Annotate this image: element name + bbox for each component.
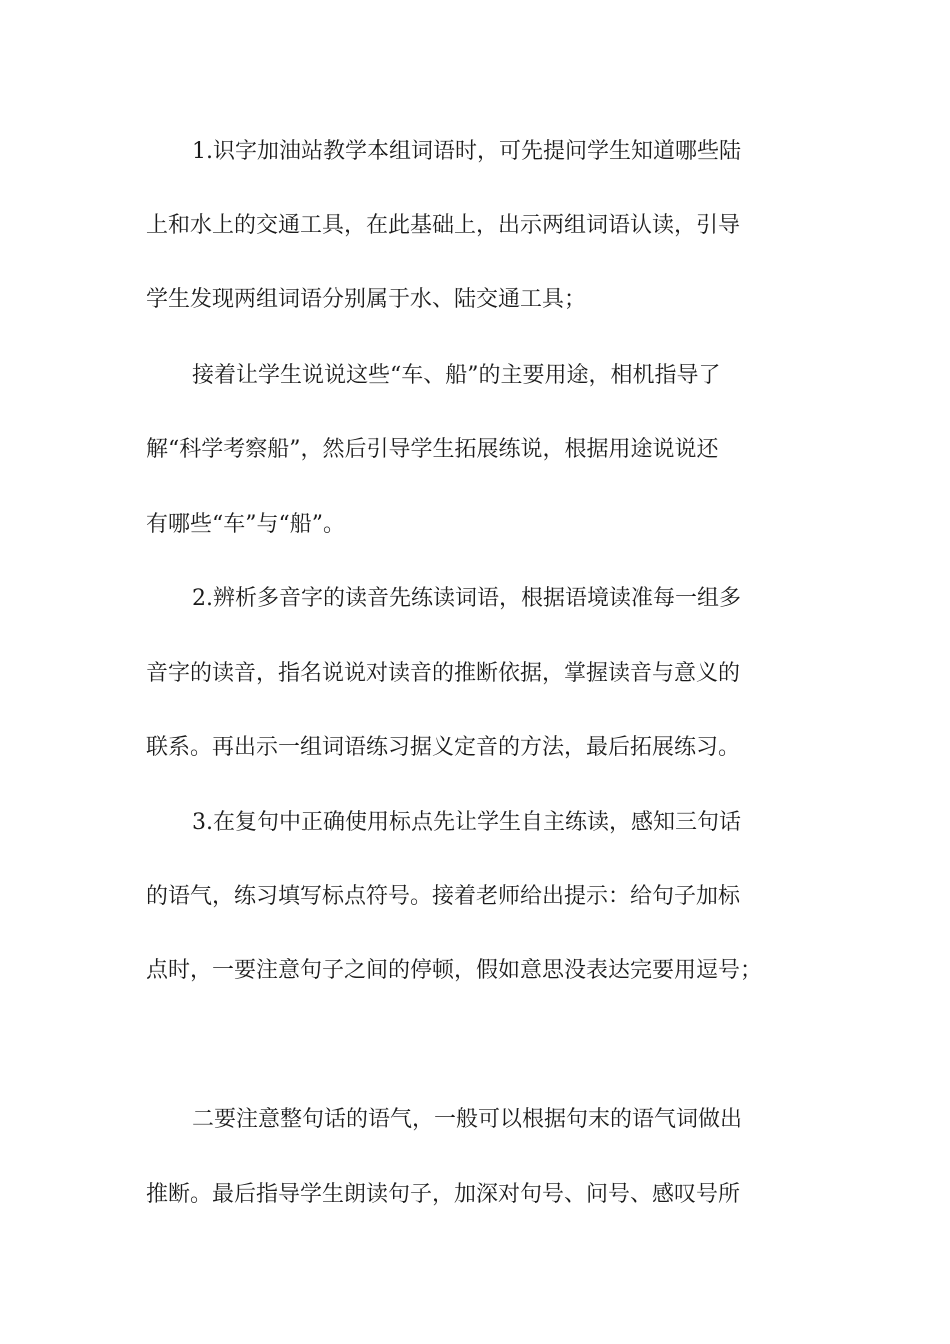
paragraph-3-line-3: 联系。再出示一组词语练习据义定音的方法，最后拓展练习。 <box>146 735 741 760</box>
paragraph-3-line-2: 音字的读音，指名说说对读音的推断依据，掌握读音与意义的 <box>146 661 741 686</box>
paragraph-1-line-1: 1.识字加油站教学本组词语时，可先提问学生知道哪些陆 <box>192 139 741 164</box>
paragraph-4-line-2: 的语气，练习填写标点符号。接着老师给出提示：给句子加标 <box>146 884 741 909</box>
paragraph-1-line-3: 学生发现两组词语分别属于水、陆交通工具； <box>146 287 587 312</box>
paragraph-2-line-1: 接着让学生说说这些“车、船”的主要用途，相机指导了 <box>192 363 721 388</box>
paragraph-4-line-1: 3.在复句中正确使用标点先让学生自主练读，感知三句话 <box>192 810 741 835</box>
paragraph-1-line-2: 上和水上的交通工具，在此基础上，出示两组词语认读，引导 <box>146 213 741 238</box>
paragraph-3-line-1: 2.辨析多音字的读音先练读词语，根据语境读准每一组多 <box>192 586 741 611</box>
paragraph-2-line-3: 有哪些“车”与“船”。 <box>146 512 345 537</box>
paragraph-5-line-1: 二要注意整句话的语气，一般可以根据句末的语气词做出 <box>192 1107 743 1132</box>
paragraph-2-line-2: 解“科学考察船”，然后引导学生拓展练说，根据用途说说还 <box>146 437 719 462</box>
paragraph-5-line-2: 推断。最后指导学生朗读句子，加深对句号、问号、感叹号所 <box>146 1182 741 1207</box>
paragraph-4-line-3: 点时，一要注意句子之间的停顿，假如意思没表达完要用逗号； <box>146 958 763 983</box>
